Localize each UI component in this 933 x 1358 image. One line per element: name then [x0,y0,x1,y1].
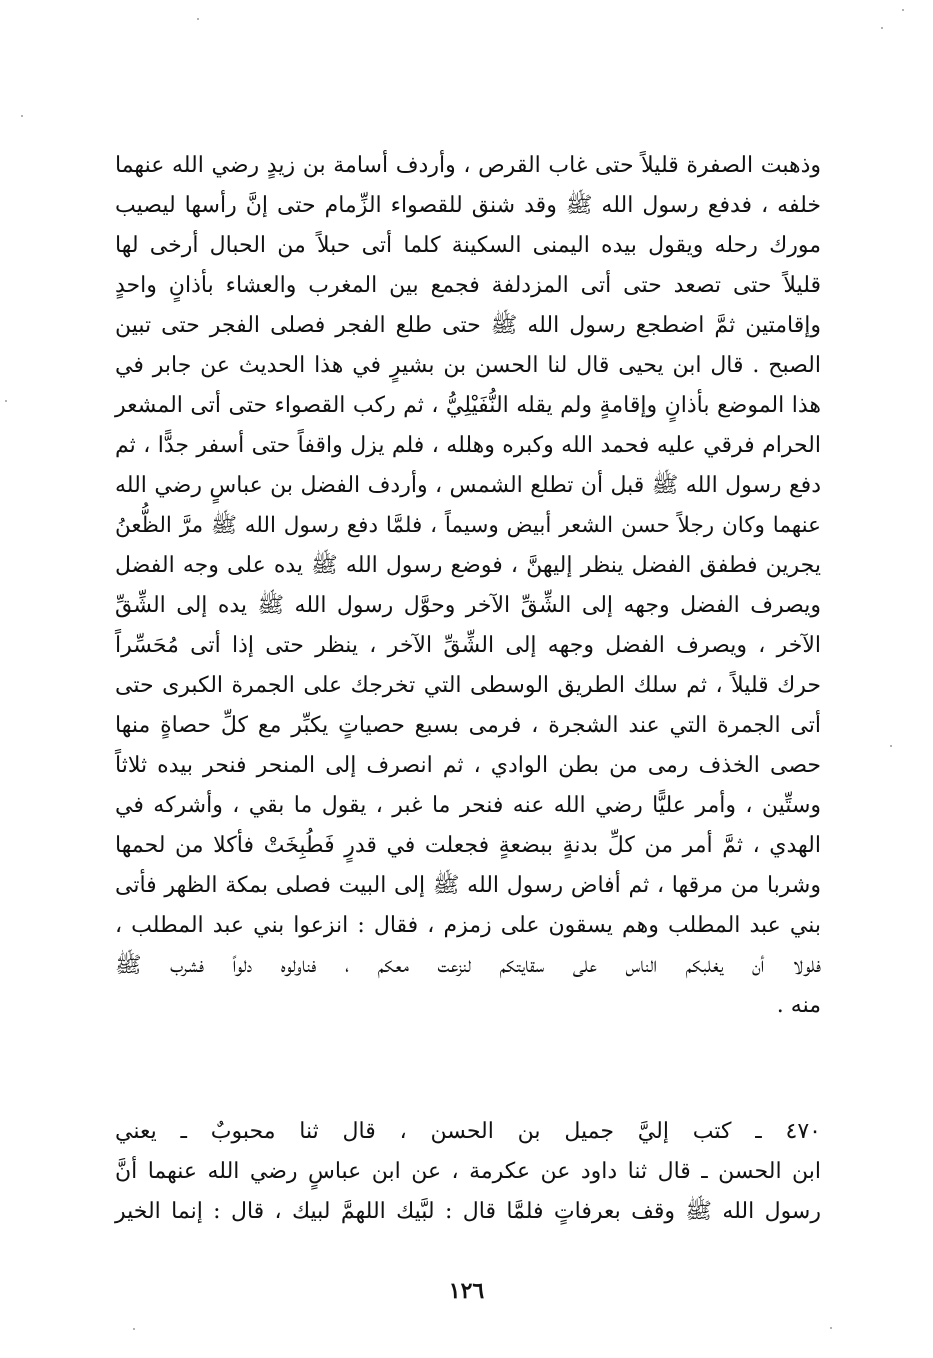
text-line: وإقامتين ثمَّ اضطجع رسول الله ﷺ حتى طلع الفجر فصلى الفجر حتى تبين [115,313,821,338]
text-line: مورك رحله ويقول بيده اليمنى السكينة كلما أتى حبلاً من الحبال أرخى لها [115,233,821,258]
text-line: عنهما وكان رجلاً حسن الشعر أبيض وسيماً ، فلمَّا دفع رسول الله ﷺ مرَّ الظُّعنُ [115,513,821,538]
text-line: هذا الموضع بأذانٍ وإقامةٍ ولم يقله النُّفَيْلِيُّ ، ثم ركب القصواء حتى أتى المشعر [115,393,821,418]
text-line: الصبح . قال ابن يحيى قال لنا الحسن بن بشيرٍ في هذا الحديث عن جابر في [115,353,821,378]
text-line: قليلاً حتى تصعد حتى أتى المزدلفة فجمع بين المغرب والعشاء بأذانٍ واحدٍ [115,273,821,298]
text-line: فلولا أن يغلبكم الناس على سقايتكم لنزعت معكم ، فناولوه دلواً فشرب ﷺ [115,953,821,978]
scan-speck [902,9,904,11]
scan-speck [881,27,883,29]
text-line: وشربا من مرقها ، ثم أفاض رسول الله ﷺ إلى البيت فصلى بمكة الظهر فأتى [115,873,821,898]
hadith-470-block [115,1118,821,1238]
text-line: بني عبد المطلب وهم يسقون على زمزم ، فقال : انزعوا بني عبد المطلب ، [115,913,821,938]
text-line: وذهبت الصفرة قليلاً حتى غاب القرص ، وأردف أسامة بن زيدٍ رضي الله عنهما [115,153,821,178]
text-line: ابن الحسن ـ قال ثنا داود عن عكرمة ، عن ابن عباسٍ رضي الله عنهما أنَّ [115,1159,821,1184]
text-line: ٤٧٠ ـ كتب إليَّ جميل بن الحسن ، قال ثنا محبوبٌ ـ يعني [115,1119,821,1144]
scan-speck [133,1328,135,1330]
text-line: دفع رسول الله ﷺ قبل أن تطلع الشمس ، وأردف الفضل بن عباسٍ رضي الله [115,473,821,498]
text-line: حرك قليلاً ، ثم سلك الطريق الوسطى التي تخرجك على الجمرة الكبرى حتى [115,673,821,698]
scan-speck [21,115,23,117]
text-line: حصى الخذف رمى من بطن الوادي ، ثم انصرف إلى المنحر فنحر بيده ثلاثاً [115,753,821,778]
text-line: ويصرف الفضل وجهه إلى الشِّقِّ الآخر وحوَّل رسول الله ﷺ يده إلى الشِّقِّ [115,593,821,618]
text-line: وستِّين ، وأمر عليًّا رضي الله عنه فنحر ما غبر ، يقول ما بقي ، وأشركه في [115,793,821,818]
page-number: ١٢٦ [448,1278,485,1304]
text-line: يجرين فطفق الفضل ينظر إليهنَّ ، فوضع رسول الله ﷺ يده على وجه الفضل [115,553,821,578]
text-line: الآخر ، ويصرف الفضل وجهه إلى الشِّقِّ الآخر ، ينظر حتى إذا أتى مُحَسِّراً [115,633,821,658]
text-line: منه . [776,993,821,1018]
text-line: الحرام فرقي عليه فحمد الله وكبره وهلله ، فلم يزل واقفاً حتى أسفر جدًّا ، ثم [115,433,821,458]
scan-speck [830,1327,832,1329]
text-line: خلفه ، فدفع رسول الله ﷺ وقد شنق للقصواء الزِّمام حتى إنَّ رأسها ليصيب [115,193,821,218]
scan-speck [197,18,199,20]
text-line: الهدي ، ثمَّ أمر من كلِّ بدنةٍ ببضعةٍ فجعلت في قدرٍ فَطُبِخَتْ فأكلا من لحمها [115,833,821,858]
text-line: أتى الجمرة التي عند الشجرة ، فرمى بسبع حصياتٍ يكبِّر مع كلِّ حصاةٍ منها [115,713,821,738]
text-line: رسول الله ﷺ وقف بعرفاتٍ فلمَّا قال : لبَّيك اللهمَّ لبيك ، قال : إنما الخير [115,1199,821,1224]
main-text-block [115,152,821,1032]
scan-speck [890,745,892,747]
scan-speck [5,400,7,402]
